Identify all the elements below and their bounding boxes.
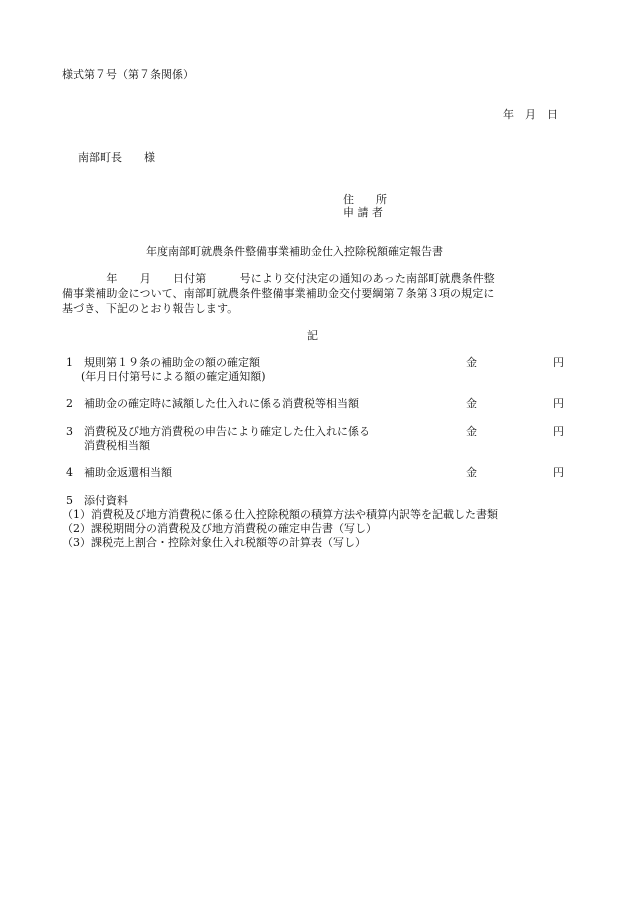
item-sub-label: (年月日付第号による額の確定通知額) bbox=[81, 370, 266, 383]
kin-label: 金 bbox=[466, 466, 477, 479]
body-line: 基づき、下記のとおり報告します。 bbox=[62, 302, 239, 315]
yen-label: 円 bbox=[553, 397, 564, 410]
body-line: 年 月 日付第 号により交付決定の通知のあった南部町就農条件整 bbox=[62, 272, 495, 285]
form-number: 様式第７号（第７条関係） bbox=[62, 68, 194, 81]
addressee: 南部町長 様 bbox=[78, 151, 155, 164]
ki-heading: 記 bbox=[307, 329, 318, 342]
yen-label: 円 bbox=[553, 425, 564, 438]
attachment-entry: （2）課税期間分の消費税及び地方消費税の確定申告書（写し） bbox=[62, 522, 377, 535]
item-label: 補助金の確定時に減額した仕入れに係る消費税等相当額 bbox=[84, 397, 359, 410]
item-number: 4 bbox=[66, 466, 73, 479]
item-label: 消費税及び地方消費税の申告により確定した仕入れに係る bbox=[84, 425, 370, 438]
item-number: 3 bbox=[66, 425, 73, 438]
kin-label: 金 bbox=[466, 425, 477, 438]
kin-label: 金 bbox=[466, 397, 477, 410]
document-title: 年度南部町就農条件整備事業補助金仕入控除税額確定報告書 bbox=[146, 245, 443, 258]
attachments-heading: 添付資料 bbox=[84, 494, 128, 507]
yen-label: 円 bbox=[553, 356, 564, 369]
kin-label: 金 bbox=[466, 356, 477, 369]
item-number: 1 bbox=[66, 356, 73, 369]
item-label: 規則第１９条の補助金の額の確定額 bbox=[84, 356, 260, 369]
attachments-number: 5 bbox=[66, 494, 73, 507]
item-number: 2 bbox=[66, 397, 73, 410]
item-label: 補助金返還相当額 bbox=[84, 466, 172, 479]
body-line: 備事業補助金について、南部町就農条件整備事業補助金交付要綱第７条第３項の規定に bbox=[62, 287, 495, 300]
attachment-entry: （3）課税売上割合・控除対象仕入れ税額等の計算表（写し） bbox=[62, 536, 366, 549]
yen-label: 円 bbox=[553, 466, 564, 479]
item-sub-label: 消費税相当額 bbox=[84, 439, 150, 452]
attachment-entry: （1）消費税及び地方消費税に係る仕入控除税額の積算方法や積算内訳等を記載した書類 bbox=[62, 508, 498, 521]
date-line: 年 月 日 bbox=[503, 108, 558, 121]
address-label: 住 所 bbox=[343, 193, 387, 206]
applicant-label: 申 請 者 bbox=[343, 206, 383, 219]
